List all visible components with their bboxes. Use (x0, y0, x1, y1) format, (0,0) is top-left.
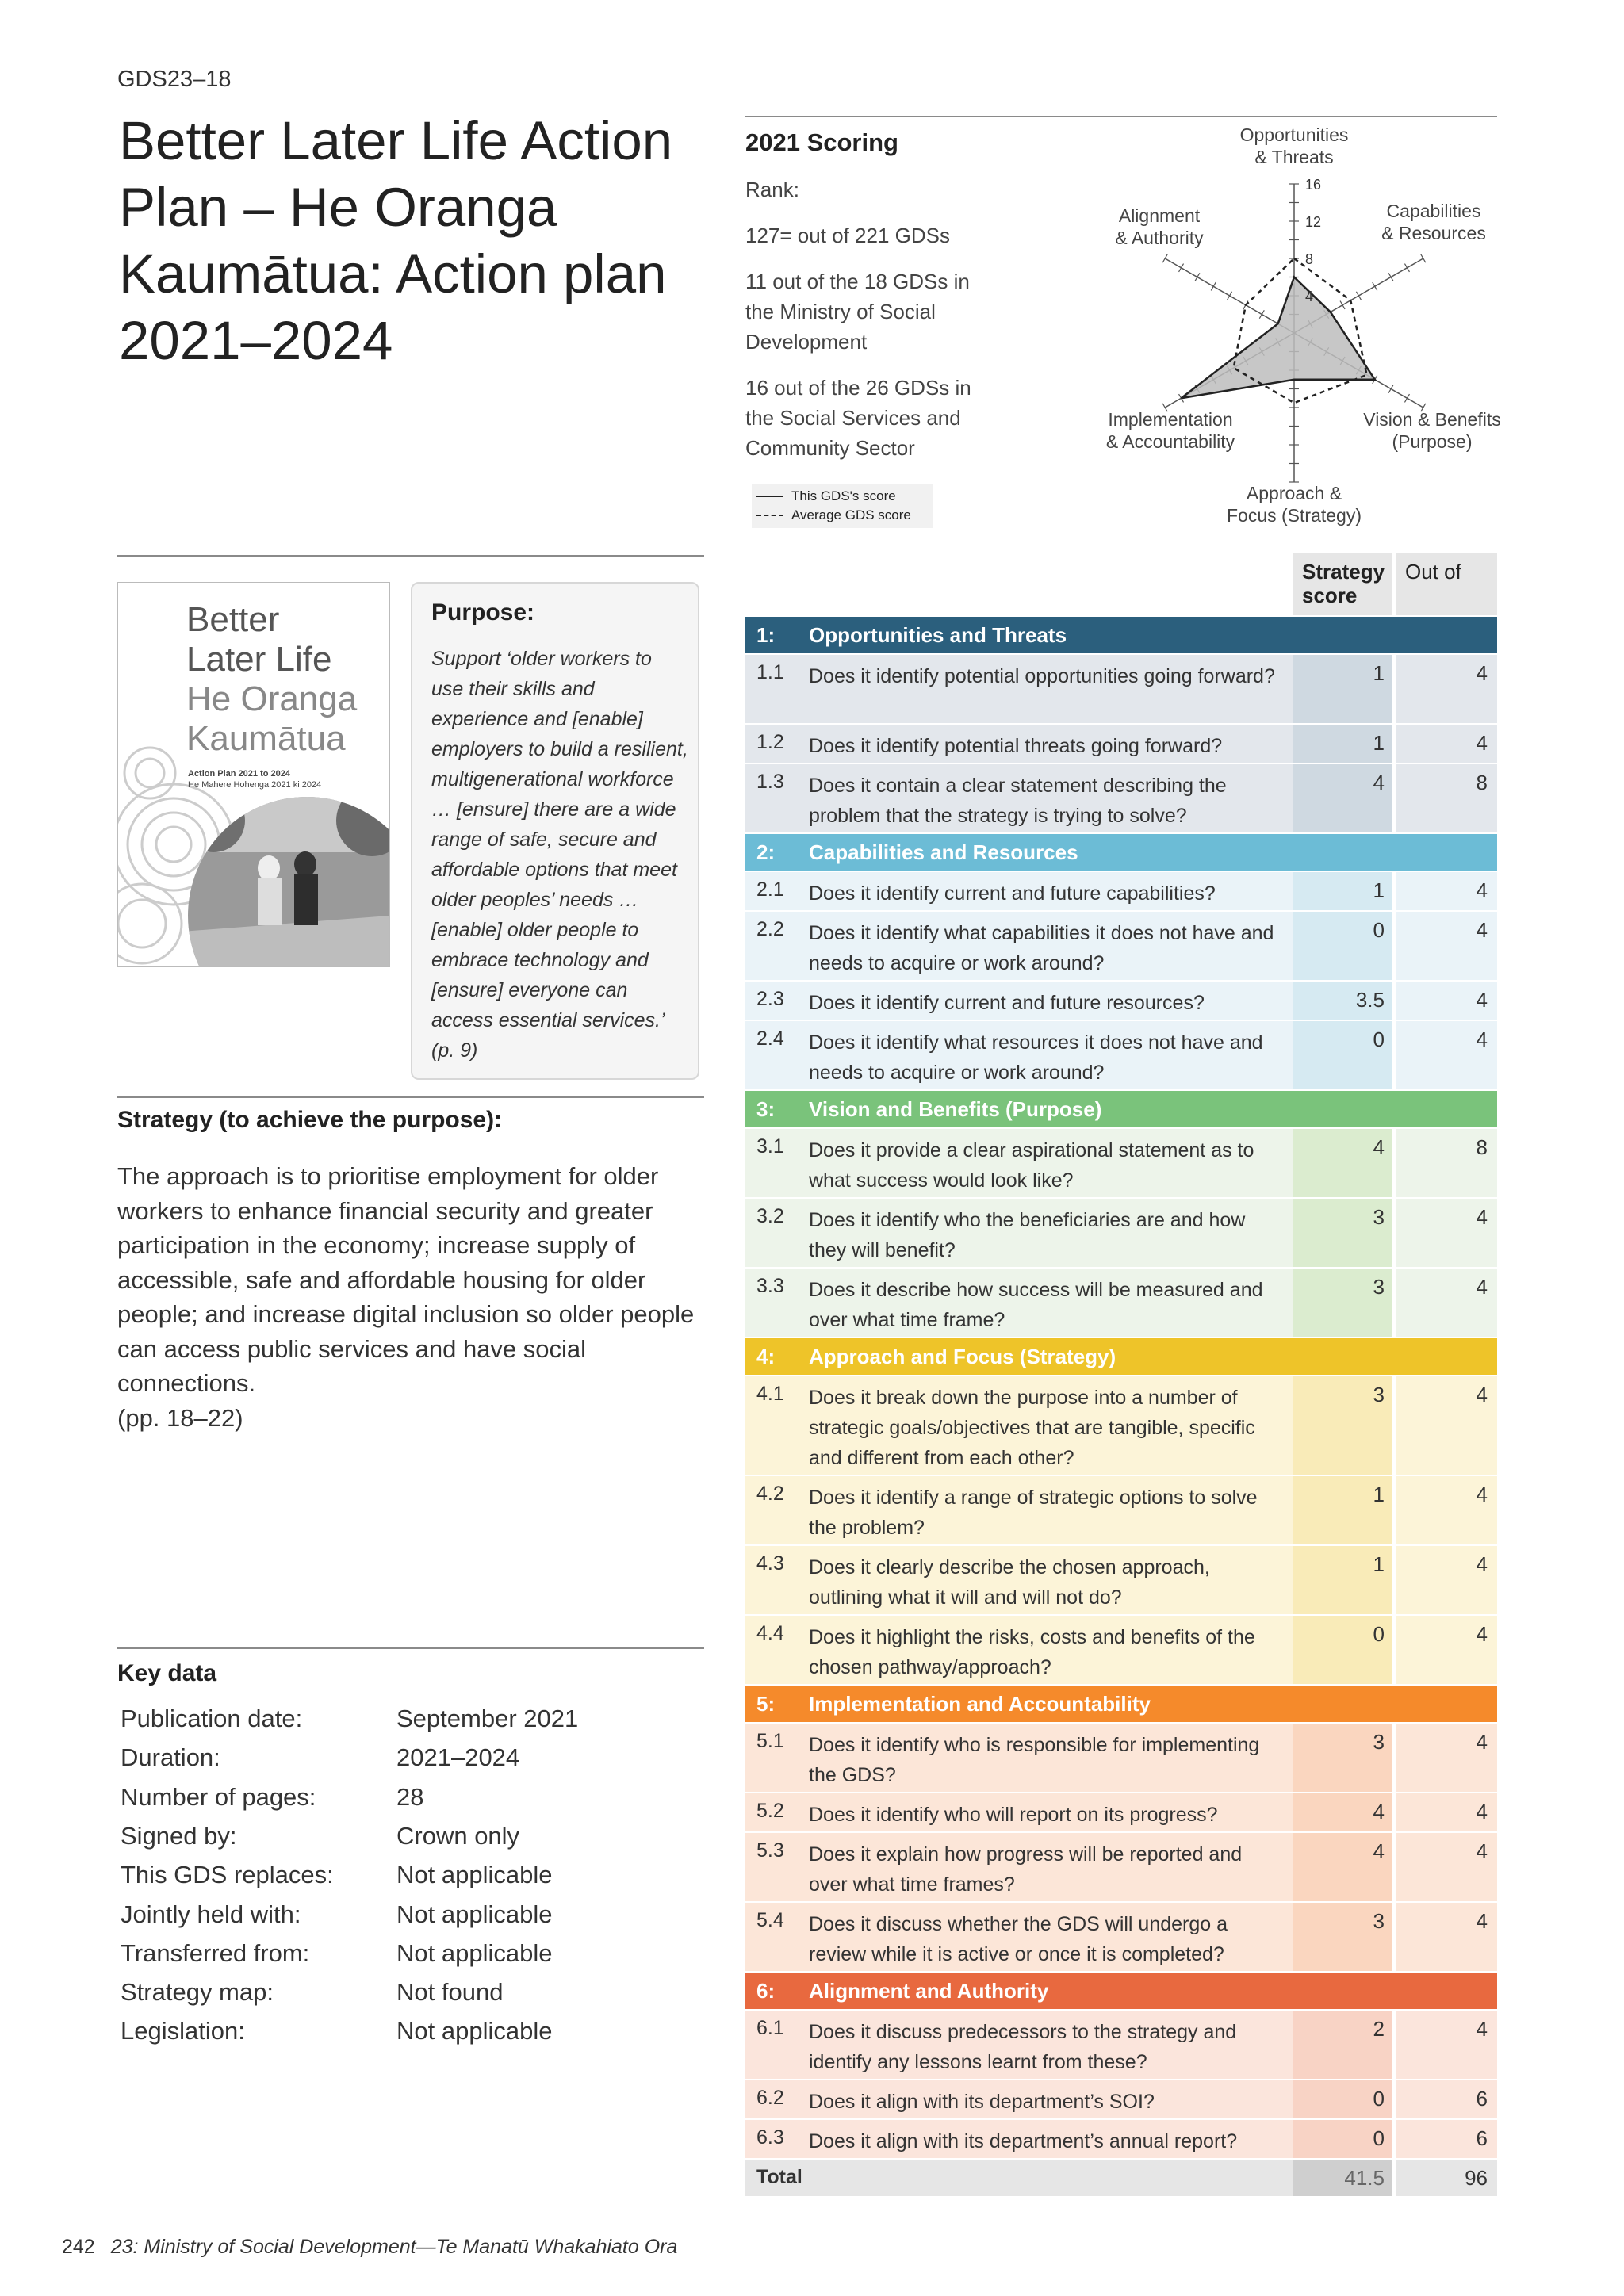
out-of-score: 4 (1476, 1909, 1488, 1933)
radar-axis-tick (1340, 301, 1345, 309)
left-rule-3 (117, 1647, 704, 1649)
radar-axis-label: Focus (Strategy) (1227, 505, 1362, 526)
strategy-score: 4 (1373, 1839, 1385, 1863)
radar-axis-label: Approach & (1246, 483, 1342, 503)
key-data-label: Number of pages: (121, 1782, 316, 1811)
footer-text: 23: Ministry of Social Development—Te Manatū Whakahiato Ora (110, 2236, 678, 2258)
section-number: 6: (756, 1979, 776, 2003)
key-data-value: Not applicable (396, 2017, 553, 2045)
question-text: Does it align with its department’s annual report? (809, 2130, 1238, 2152)
radar-axis-tick (1404, 394, 1409, 402)
table-row (745, 1199, 1497, 1267)
strategy-score: 1 (1373, 1483, 1385, 1506)
key-data-value: 28 (396, 1782, 424, 1811)
strategy-score: 1 (1373, 661, 1385, 685)
radar-axis-label: & Resources (1381, 223, 1486, 243)
radar-axis-tick (1162, 254, 1167, 262)
question-text: Does it discuss predecessors to the strategy and identify any lessons learnt from these? (809, 2021, 1237, 2073)
strategy-score: 3 (1373, 1205, 1385, 1229)
table-row (745, 2120, 1497, 2158)
section-title: Alignment and Authority (809, 1979, 1049, 2003)
strategy-score: 2 (1373, 2017, 1385, 2041)
page-title: Better Later Life Action Plan – He Oranga Kaumātua: Action plan 2021–2024 (119, 110, 673, 371)
section-header (745, 1338, 1497, 1375)
radar-tick-label: 12 (1305, 214, 1322, 230)
scoring-title: 2021 Scoring (745, 128, 898, 156)
question-number: 5.2 (756, 1800, 784, 1822)
question-number: 4.1 (756, 1383, 784, 1405)
key-data-value: Not applicable (396, 1861, 553, 1889)
section-number: 3: (756, 1097, 776, 1121)
out-of-score: 4 (1476, 1483, 1488, 1506)
radar-axis-tick (1388, 273, 1393, 281)
legend-item-average: Average GDS score (756, 506, 928, 525)
question-text: Does it identify potential opportunities going forward? (809, 665, 1275, 687)
strategy-score: 0 (1373, 2126, 1385, 2150)
table-row (745, 1269, 1497, 1337)
question-number: 2.3 (756, 988, 784, 1010)
question-number: 6.2 (756, 2087, 784, 2109)
radar-axis-tick (1228, 292, 1232, 300)
radar-axis-label: & Authority (1115, 228, 1204, 248)
question-text: Does it highlight the risks, costs and benefits of the chosen pathway/approach? (809, 1626, 1255, 1678)
out-of-score: 4 (1476, 878, 1488, 902)
question-number: 4.2 (756, 1483, 784, 1505)
question-text: Does it identify potential threats going forward? (809, 735, 1223, 757)
strategy-score: 4 (1373, 1135, 1385, 1159)
section-header (745, 1686, 1497, 1722)
question-number: 5.3 (756, 1839, 784, 1862)
out-of-score: 4 (1476, 1027, 1488, 1051)
key-data-label: Signed by: (121, 1821, 237, 1850)
key-data-label: This GDS replaces: (121, 1861, 334, 1889)
out-of-score: 8 (1476, 1135, 1488, 1159)
question-text: Does it identify who is responsible for implementing the GDS? (809, 1734, 1260, 1786)
question-number: 1.3 (756, 771, 784, 793)
table-row (745, 655, 1497, 723)
strategy-score: 3 (1373, 1383, 1385, 1406)
strategy-score: 1 (1373, 1552, 1385, 1576)
out-of-score: 4 (1476, 1275, 1488, 1299)
report-cover-image (117, 582, 390, 967)
total-score: 41.5 (1344, 2166, 1385, 2190)
section-number: 2: (756, 840, 776, 864)
section-number: 4: (756, 1345, 776, 1368)
purpose-heading: Purpose: (431, 599, 535, 626)
key-data-value: Not found (396, 1978, 504, 2007)
out-of-score: 4 (1476, 1383, 1488, 1406)
question-text: Does it break down the purpose into a number of strategic goals/objectives that are tangible, specific and different from each other? (809, 1387, 1255, 1469)
question-number: 1.1 (756, 661, 784, 683)
strategy-pages: (pp. 18–22) (117, 1403, 243, 1432)
strategy-score: 3.5 (1355, 988, 1385, 1012)
radar-tick-label: 8 (1305, 251, 1314, 267)
question-number: 2.4 (756, 1027, 784, 1050)
table-row (745, 1476, 1497, 1544)
table-row (745, 1129, 1497, 1197)
cover-title: Better Later Life He Oranga Kaumātua (186, 600, 358, 758)
question-text: Does it explain how progress will be reported and over what time frames? (809, 1843, 1243, 1896)
table-row (745, 1793, 1497, 1831)
question-text: Does it discuss whether the GDS will undergo a review while it is active or once it is completed? (809, 1913, 1228, 1965)
section-number: 1: (756, 623, 776, 647)
key-data-label: Jointly held with: (121, 1900, 301, 1928)
radar-axis-label: & Threats (1254, 147, 1334, 167)
question-number: 2.2 (756, 918, 784, 940)
question-number: 4.4 (756, 1622, 784, 1644)
rank-overall: 127= out of 221 GDSs (745, 224, 951, 247)
out-of-score: 4 (1476, 731, 1488, 755)
strategy-score: 0 (1373, 918, 1385, 942)
radar-axis-label: Capabilities (1386, 201, 1481, 221)
section-title: Approach and Focus (Strategy) (809, 1345, 1116, 1368)
question-text: Does it identify current and future capabilities? (809, 882, 1216, 905)
section-title: Vision and Benefits (Purpose) (809, 1097, 1102, 1121)
question-number: 6.1 (756, 2017, 784, 2039)
table-row (745, 1376, 1497, 1475)
column-header-score: Strategy score (1293, 553, 1392, 615)
radar-tick-label: 4 (1305, 289, 1314, 304)
radar-axis-label: (Purpose) (1392, 431, 1473, 452)
question-number: 6.3 (756, 2126, 784, 2149)
section-title: Implementation and Accountability (809, 1692, 1151, 1716)
out-of-score: 6 (1476, 2087, 1488, 2110)
question-number: 1.2 (756, 731, 784, 753)
question-text: Does it identify who the beneficiaries are and how they will benefit? (809, 1209, 1246, 1261)
out-of-score: 4 (1476, 1800, 1488, 1823)
strategy-score: 0 (1373, 1622, 1385, 1646)
out-of-score: 4 (1476, 918, 1488, 942)
question-text: Does it identify who will report on its progress? (809, 1804, 1218, 1826)
radar-axis-label: & Accountability (1105, 431, 1235, 452)
radar-axis-tick (1195, 273, 1200, 281)
radar-axis-label: Opportunities (1239, 124, 1349, 145)
question-number: 3.3 (756, 1275, 784, 1297)
radar-svg (0, 0, 1624, 571)
strategy-score: 4 (1373, 771, 1385, 794)
section-header (745, 1091, 1497, 1127)
section-header (745, 617, 1497, 653)
question-text: Does it identify what capabilities it does not have and needs to acquire or work around? (809, 922, 1274, 974)
radar-axis-tick (1179, 264, 1184, 272)
rank-department: 11 out of the 18 GDSs in the Ministry of Social Development (745, 270, 970, 354)
rank-label: Rank: (745, 178, 799, 201)
radar-axis-tick (1356, 292, 1361, 300)
radar-axis-tick (1404, 264, 1409, 272)
total-row (745, 2160, 1497, 2196)
table-row (745, 1021, 1497, 1089)
key-data-label: Strategy map: (121, 1978, 274, 2007)
column-header-out-of: Out of (1396, 553, 1497, 615)
total-label-cell (745, 2160, 1293, 2196)
out-of-score: 4 (1476, 1622, 1488, 1646)
table-row (745, 2011, 1497, 2079)
out-of-score: 4 (1476, 1552, 1488, 1576)
question-text: Does it identify a range of strategic options to solve the problem? (809, 1487, 1258, 1539)
strategy-score: 3 (1373, 1730, 1385, 1754)
strategy-heading: Strategy (to achieve the purpose): (117, 1107, 503, 1133)
section-header (745, 1973, 1497, 2009)
table-row (745, 1616, 1497, 1684)
key-data-value: Not applicable (396, 1938, 553, 1967)
out-of-score: 4 (1476, 1839, 1488, 1863)
question-text: Does it describe how success will be measured and over what time frame? (809, 1279, 1263, 1331)
out-of-score: 4 (1476, 988, 1488, 1012)
section-header (745, 834, 1497, 871)
strategy-score: 0 (1373, 1027, 1385, 1051)
table-row (745, 764, 1497, 832)
radar-tick-label: 16 (1305, 177, 1322, 193)
question-text: Does it contain a clear statement describing the problem that the strategy is trying to solve? (809, 775, 1227, 827)
key-data-value: Not applicable (396, 1900, 553, 1928)
question-text: Does it clearly describe the chosen approach, outlining what it will and will not do? (809, 1556, 1210, 1609)
out-of-score: 4 (1476, 661, 1488, 685)
question-number: 4.3 (756, 1552, 784, 1575)
strategy-score: 1 (1373, 878, 1385, 902)
radar-axis-tick (1211, 282, 1216, 290)
document-code: GDS23–18 (117, 67, 232, 92)
left-rule-1 (117, 555, 704, 557)
question-number: 2.1 (756, 878, 784, 901)
question-number: 5.1 (756, 1730, 784, 1752)
key-data-label: Duration: (121, 1743, 220, 1772)
purpose-box (411, 582, 699, 1080)
question-text: Does it identify what resources it does not have and needs to acquire or work around? (809, 1031, 1263, 1084)
radar-axis-tick (1388, 385, 1393, 392)
strategy-score: 3 (1373, 1275, 1385, 1299)
strategy-score: 1 (1373, 731, 1385, 755)
key-data-heading: Key data (117, 1660, 217, 1686)
question-text: Does it identify current and future resources? (809, 992, 1205, 1014)
question-number: 5.4 (756, 1909, 784, 1931)
strategy-score: 4 (1373, 1800, 1385, 1823)
table-row (745, 1724, 1497, 1792)
key-data-value: 2021–2024 (396, 1743, 520, 1772)
series-this-gds-area (1182, 277, 1375, 399)
radar-axis-label: Implementation (1108, 409, 1233, 430)
table-row (745, 912, 1497, 980)
question-number: 3.2 (756, 1205, 784, 1227)
table-row (745, 1833, 1497, 1901)
question-text: Does it provide a clear aspirational statement as to what success would look like? (809, 1139, 1254, 1192)
radar-axis-label: Alignment (1118, 205, 1201, 226)
table-row (745, 1546, 1497, 1614)
key-data-label: Publication date: (121, 1705, 303, 1732)
table-row (745, 872, 1497, 910)
strategy-text: The approach is to prioritise employment for older workers to enhance financial security and greater participation in the economy; increase supply of accessible, safe and affordable housing for older people; and increase digital inclusion so older people can access public services and have social connections. (pp. 18–22) (117, 1159, 704, 1435)
table-row (745, 982, 1497, 1020)
radar-axis-tick (1421, 254, 1426, 262)
question-text: Does it align with its department’s SOI? (809, 2091, 1155, 2113)
out-of-score: 8 (1476, 771, 1488, 794)
page-footer (62, 2236, 677, 2259)
strategy-score: 3 (1373, 1909, 1385, 1933)
key-data-value: September 2021 (396, 1705, 579, 1732)
table-row (745, 1903, 1497, 1971)
table-row (745, 2080, 1497, 2118)
radar-axis-tick (1373, 282, 1377, 290)
section-title: Capabilities and Resources (809, 840, 1078, 864)
key-data-label: Legislation: (121, 2017, 245, 2045)
section-number: 5: (756, 1692, 776, 1716)
out-of-score: 4 (1476, 2017, 1488, 2041)
total-out-of: 96 (1465, 2166, 1488, 2190)
purpose-text: Support ‘older workers to use their skills and experience and [enable] employers to build a resilient, multigenerational workforce … [ensure] there are a wide range of safe, secure and affordable options that meet older peoples’ needs … [enable] older people to embrace technology and [ensure] everyone can access essential services.’ (p. 9) (431, 648, 688, 1062)
legend-item-this: This GDS's score (756, 487, 928, 506)
radar-axis-label: Vision & Benefits (1363, 409, 1501, 430)
total-label: Total (756, 2166, 802, 2188)
key-data-value: Crown only (396, 1821, 520, 1850)
page-number: 242 (62, 2236, 95, 2258)
out-of-score: 6 (1476, 2126, 1488, 2150)
question-number: 3.1 (756, 1135, 784, 1158)
rank-sector: 16 out of the 26 GDSs in the Social Services and Community Sector (745, 376, 971, 460)
radar-axis-tick (1259, 310, 1264, 318)
table-row (745, 725, 1497, 763)
cover-subtitle: Action Plan 2021 to 2024 He Mahere Hohenga 2021 ki 2024 (188, 769, 322, 790)
out-of-score: 4 (1476, 1205, 1488, 1229)
strategy-score: 0 (1373, 2087, 1385, 2110)
left-rule-2 (117, 1096, 704, 1098)
out-of-score: 4 (1476, 1730, 1488, 1754)
key-data-label: Transferred from: (121, 1938, 310, 1967)
section-title: Opportunities and Threats (809, 623, 1067, 647)
